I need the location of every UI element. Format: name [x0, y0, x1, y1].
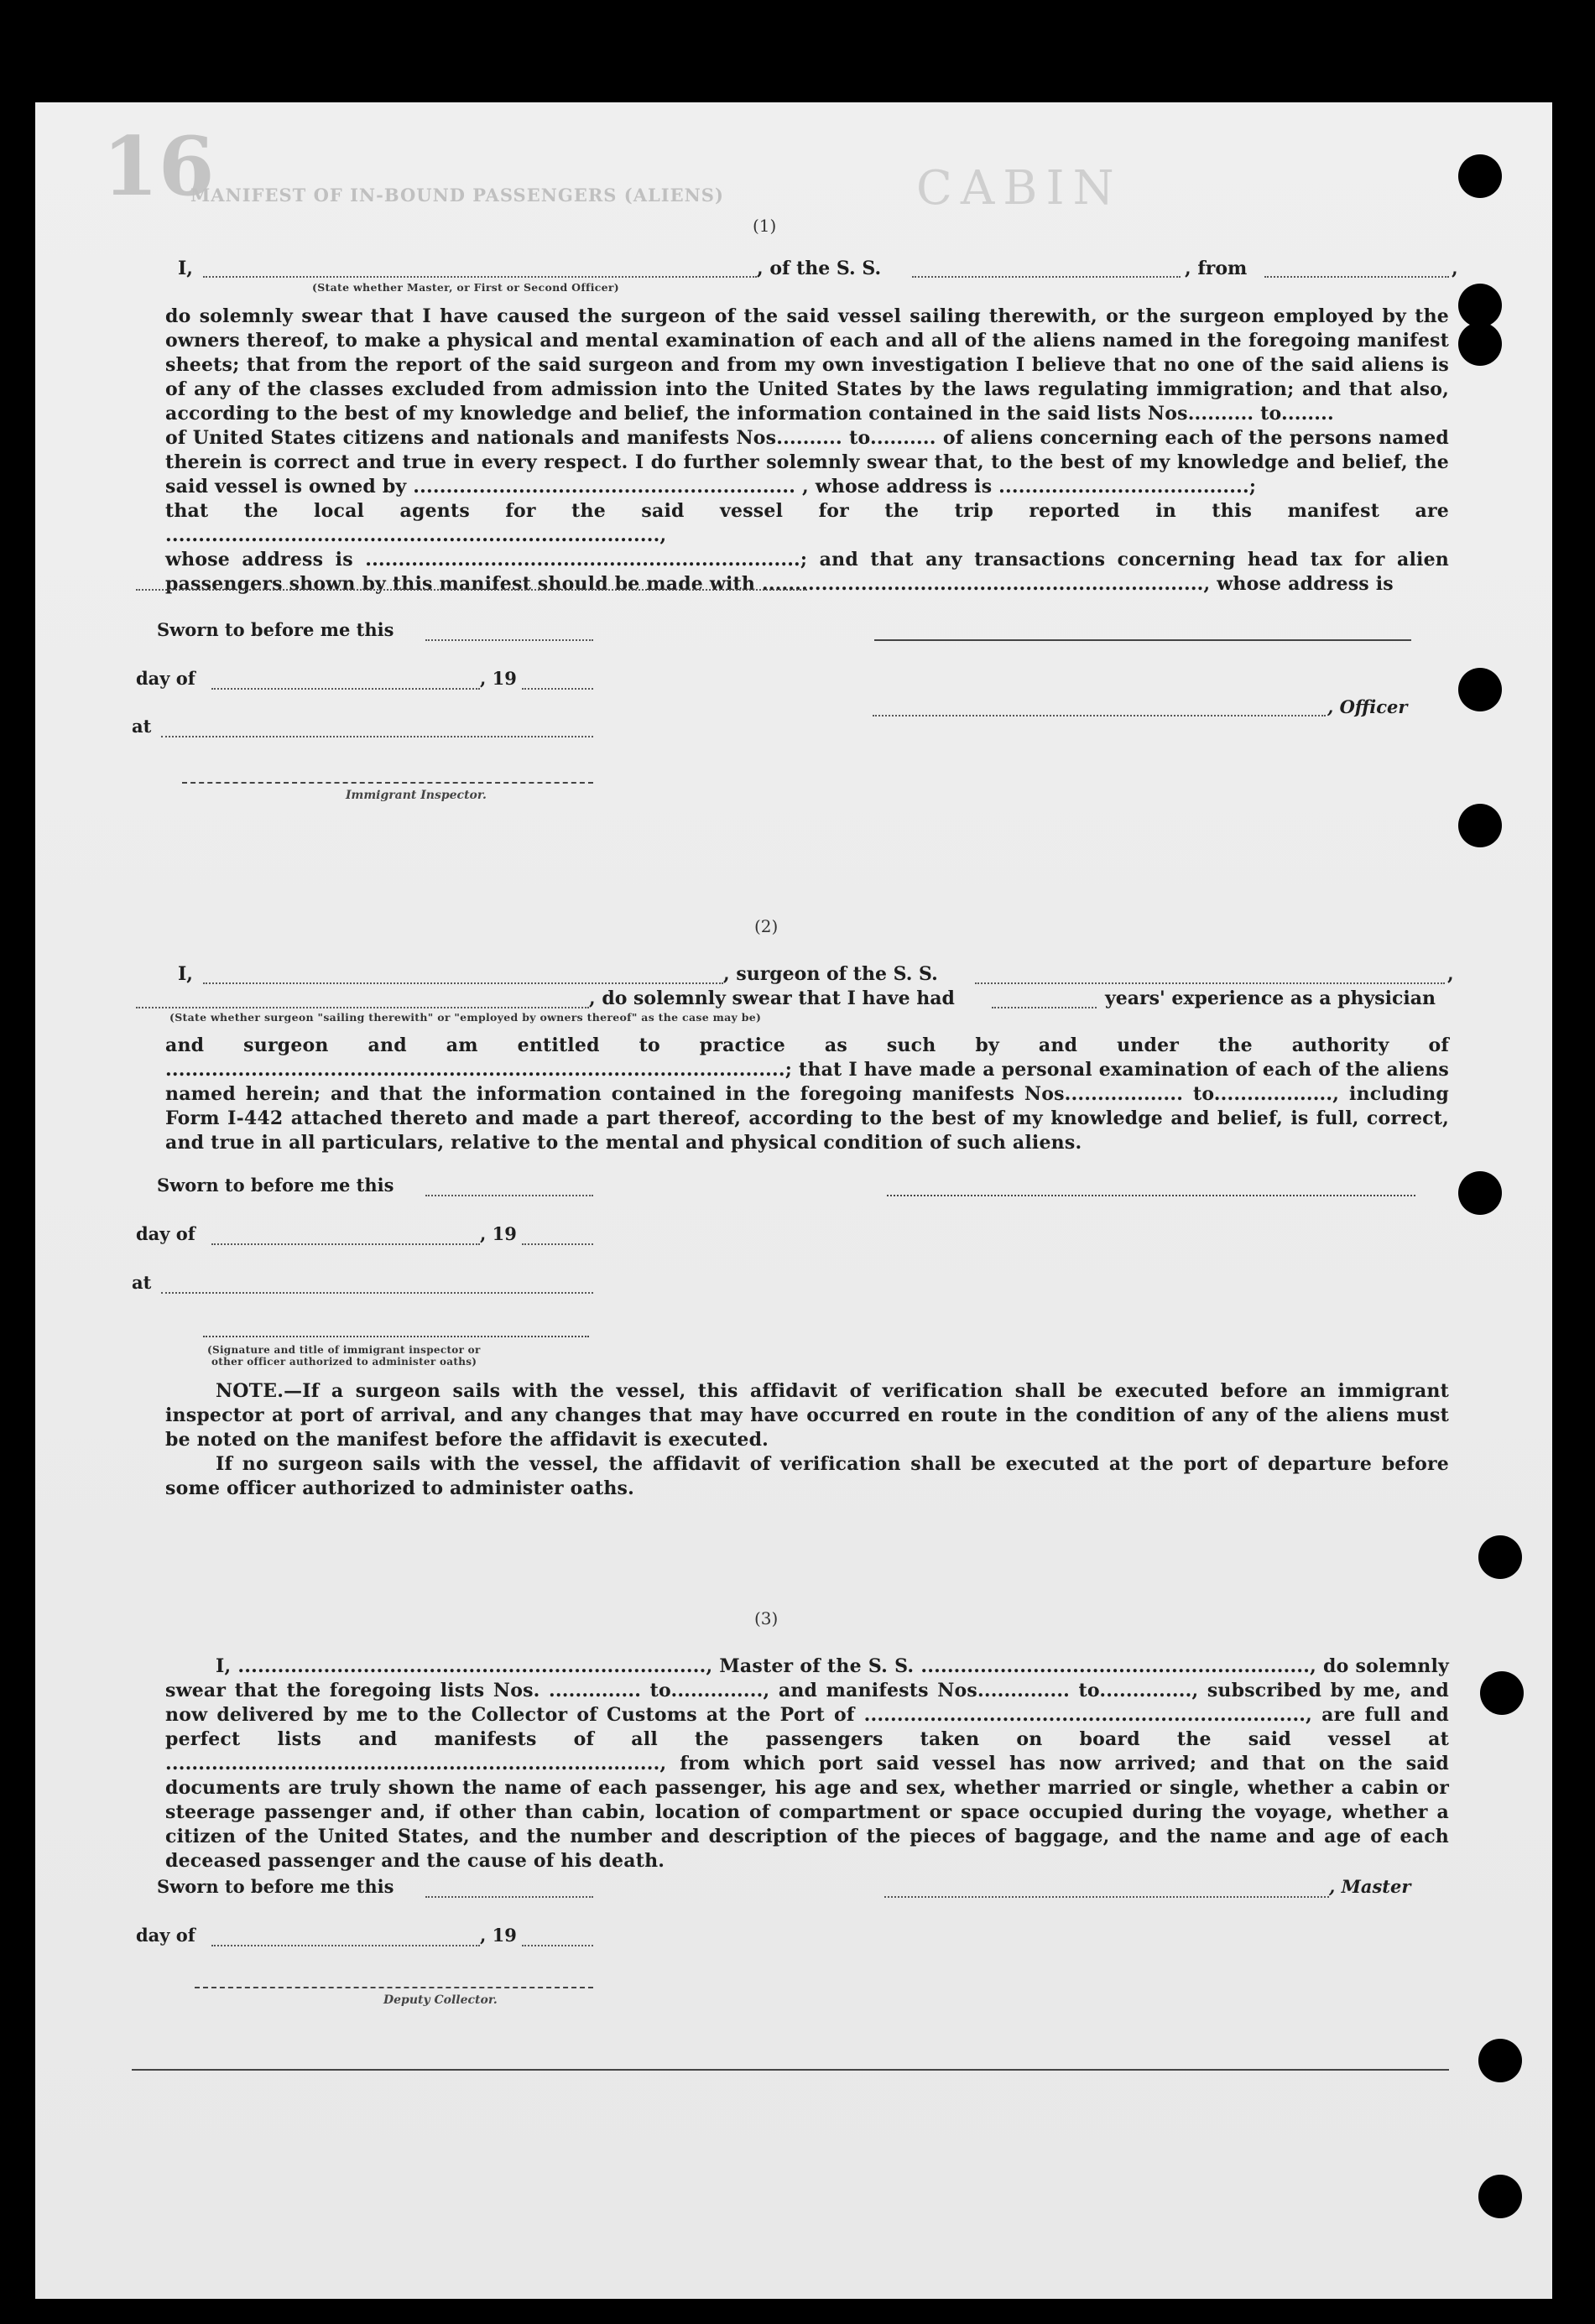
- surgeon-signature-line[interactable]: [887, 1195, 1415, 1196]
- punch-hole: [1458, 668, 1502, 711]
- year-field-3[interactable]: [522, 1945, 593, 1946]
- note-paragraph-1: NOTE.—If a surgeon sails with the vessel, this affidavit of verification shall be executed before an immigrant inspector at port of arrival, and any changes that may have occurred en route in the condition of any of the aliens must be noted on the manifest before the affidavit is executed.: [165, 1380, 1449, 1451]
- officer-note: (State whether Master, or First or Second Officer): [312, 281, 620, 294]
- section-1-comma: ,: [1452, 258, 1458, 279]
- signature-caption-1: (Signature and title of immigrant inspector or: [207, 1344, 481, 1356]
- address-line[interactable]: [136, 589, 807, 591]
- section-2-body: and surgeon and am entitled to practice as such by and under the authority of ..............................................................................................; that I have made a personal examination of each of the aliens named herein; and that the information contained in the foregoing manifests Nos.................. to.................., including Form I-442 attached thereto and made a part thereof, according to the best of my knowledge and belief, is full, correct, and true in all particulars, relative to the mental and physical condition of such aliens.: [165, 1034, 1449, 1154]
- section-1-i: I,: [178, 258, 193, 279]
- inspector-signature-line-2[interactable]: [203, 1336, 589, 1337]
- inspector-signature-line[interactable]: [182, 782, 593, 784]
- verification-note: [165, 1379, 1449, 1501]
- section-3-number: (3): [754, 1608, 779, 1628]
- sworn-label-2: Sworn to before me this: [157, 1175, 394, 1196]
- stamp-number: 16: [102, 119, 215, 214]
- ship-name-field[interactable]: [912, 276, 1181, 278]
- section-2-number: (2): [754, 916, 779, 936]
- year-field-2[interactable]: [522, 1243, 593, 1245]
- section-1-of-ss: , of the S. S.: [757, 258, 882, 279]
- section-1-paragraph: whose address is ..................................................................; and that any transactions concerning head tax for alien passengers shown by this manifest should be made with ..................................................................., whose address is: [165, 549, 1449, 595]
- faded-title: MANIFEST OF IN-BOUND PASSENGERS (ALIENS): [190, 185, 724, 206]
- at-field-2[interactable]: [161, 1292, 593, 1294]
- section-1-from: , from: [1185, 258, 1248, 279]
- sworn-label-3: Sworn to before me this: [157, 1876, 394, 1897]
- day-field-2[interactable]: [211, 1243, 480, 1245]
- punch-hole: [1480, 1671, 1524, 1715]
- punch-hole: [1458, 284, 1502, 327]
- year-label: , 19: [480, 668, 517, 689]
- experience-years-field[interactable]: [992, 1007, 1097, 1008]
- section-2-experience: years' experience as a physician: [1105, 987, 1436, 1009]
- section-2-i: I,: [178, 963, 193, 985]
- master-label: , Master: [1329, 1876, 1411, 1897]
- punch-hole: [1458, 154, 1502, 198]
- day-label: day of: [136, 668, 195, 689]
- section-1-paragraph: of United States citizens and nationals and manifests Nos.......... to.......... of aliens concerning each of the persons named therein is correct and true in every respect. I do further solemnly swear that, to the best of my knowledge and belief, the said vessel is owned by .......................................................... , whose address is ......................................;: [165, 427, 1449, 498]
- sworn-date-field[interactable]: [425, 639, 593, 641]
- punch-hole: [1478, 2039, 1522, 2082]
- collector-signature-line[interactable]: [195, 1987, 593, 1988]
- sworn-date-field-3[interactable]: [425, 1896, 593, 1898]
- section-2-surgeon-of: , surgeon of the S. S.: [723, 963, 938, 985]
- punch-hole: [1458, 322, 1502, 366]
- at-label-2: at: [132, 1272, 152, 1293]
- day-field-3[interactable]: [211, 1945, 480, 1946]
- year-label-3: , 19: [480, 1925, 517, 1946]
- sworn-label: Sworn to before me this: [157, 619, 394, 640]
- punch-hole: [1478, 1535, 1522, 1579]
- section-2-solemnly: , do solemnly swear that I have had: [589, 987, 955, 1009]
- section-1-paragraph: do solemnly swear that I have caused the surgeon of the said vessel sailing therewith, or the surgeon employed by the owners thereof, to make a physical and mental examination of each and all of the aliens named in the foregoing manifest sheets; that from the report of the said surgeon and from my own investigation I believe that no one of the said aliens is of any of the classes excluded from admission into the United States by the laws regulating immigration; and that also, according to the best of my knowledge and belief, the information contained in the said lists Nos.......... to........: [165, 305, 1449, 425]
- master-name-field[interactable]: [203, 276, 757, 278]
- section-1-number: (1): [753, 216, 777, 236]
- year-label-2: , 19: [480, 1223, 517, 1244]
- surgeon-name-field[interactable]: [203, 982, 723, 984]
- officer-label: , Officer: [1327, 696, 1408, 717]
- punch-hole: [1458, 804, 1502, 847]
- day-label-2: day of: [136, 1223, 195, 1244]
- signature-caption-2: other officer authorized to administer oaths): [211, 1356, 477, 1368]
- surgeon-type-field[interactable]: [136, 1007, 589, 1008]
- section-1-paragraph: that the local agents for the said vessel for the trip reported in this manifest are ...........................................................................,: [165, 500, 1449, 546]
- section-2-comma: ,: [1447, 963, 1454, 985]
- at-field[interactable]: [161, 736, 593, 737]
- section-1-body: [165, 305, 1449, 597]
- document-page: [35, 102, 1552, 2299]
- officer-field[interactable]: [873, 715, 1326, 716]
- bottom-rule: [132, 2069, 1449, 2071]
- from-port-field[interactable]: [1264, 276, 1449, 278]
- at-label: at: [132, 716, 152, 737]
- stamp-word: CABIN: [916, 161, 1123, 216]
- day-label-3: day of: [136, 1925, 195, 1946]
- day-field[interactable]: [211, 688, 480, 690]
- note-paragraph-2: If no surgeon sails with the vessel, the affidavit of verification shall be executed at the port of departure before some officer authorized to administer oaths.: [165, 1453, 1449, 1499]
- sworn-date-field-2[interactable]: [425, 1195, 593, 1196]
- year-field[interactable]: [522, 688, 593, 690]
- officer-signature-line[interactable]: [874, 639, 1411, 641]
- section-2-ship-field[interactable]: [975, 982, 1445, 984]
- section-3-body: I, ......................................................................., Master of the S. S. ..........................................................., do solemnly swear that the foregoing lists Nos. .............. to.............., and manifests Nos.............. to.............., subscribed by me, and now delivered by me to the Collector of Customs at the Port of ..................................................................., are full and perfect lists and manifests of all the passengers taken on board the said vessel at ..........................................................................., from which port said vessel has now arrived; and that on the said documents are truly shown the name of each passenger, his age and sex, whether married or single, whether a cabin or steerage passenger and, if other than cabin, location of compartment or space occupied during the voyage, whether a citizen of the United States, and the number and description of the pieces of baggage, and the name and age of each deceased passenger and the cause of his death.: [165, 1655, 1449, 1872]
- inspector-caption: Immigrant Inspector.: [346, 789, 487, 802]
- punch-hole: [1478, 2175, 1522, 2218]
- master-signature-field[interactable]: [884, 1896, 1329, 1898]
- punch-hole: [1458, 1171, 1502, 1215]
- collector-caption: Deputy Collector.: [383, 1993, 498, 2007]
- surgeon-note: (State whether surgeon "sailing therewith" or "employed by owners thereof" as the case may be): [169, 1011, 762, 1024]
